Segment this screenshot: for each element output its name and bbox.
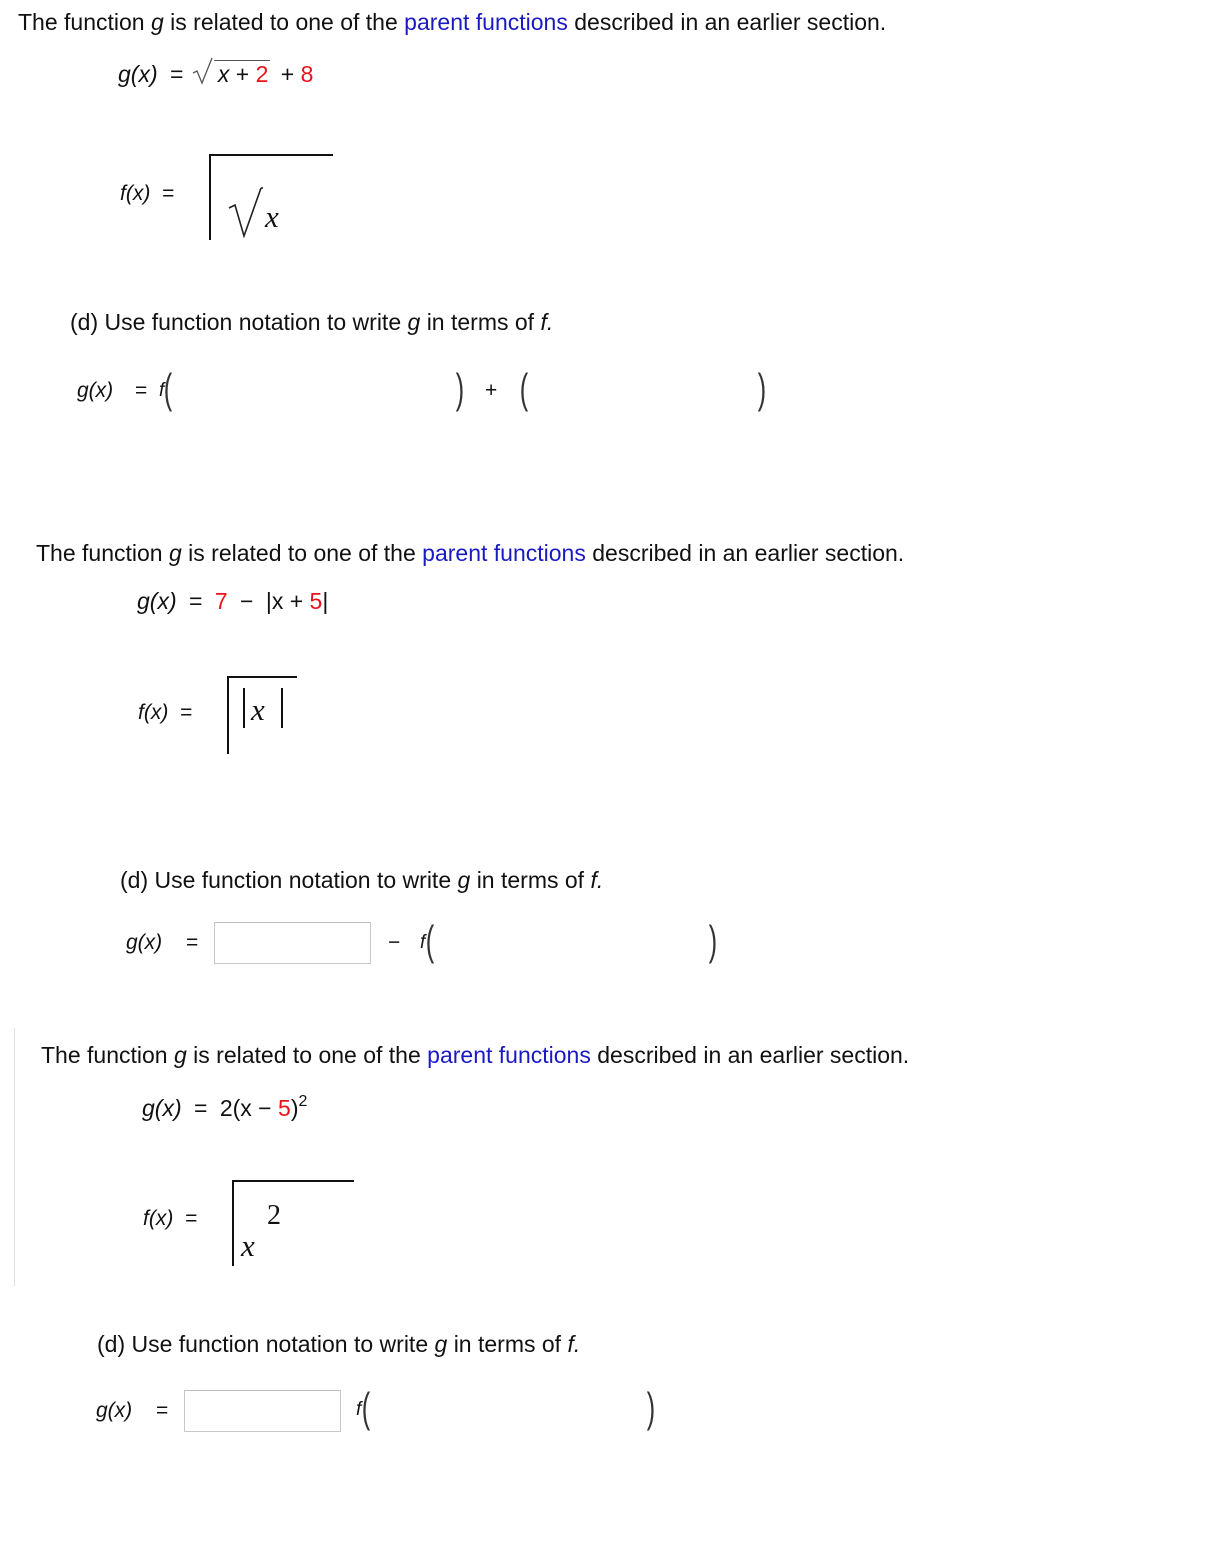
problem-3-f-label: f(x) = — [143, 1207, 198, 1230]
abs-bar-left — [243, 688, 245, 728]
problem-1-f-label: f(x) = — [120, 182, 175, 205]
problem-2-f-answer-field[interactable]: x — [227, 676, 299, 756]
problem-2-inner-input[interactable] — [448, 922, 704, 966]
problem-1-part-d-prompt: (d) Use function notation to write g in terms of f. — [70, 309, 554, 335]
problem-2-answer-row: g(x) = − f ( ) — [126, 917, 718, 964]
sqrt-icon — [227, 186, 263, 238]
radical-sign: x + 2 — [196, 60, 271, 86]
problem-3-intro: The function g is related to one of the parent functions described in an earlier section. — [41, 1042, 910, 1068]
problem-1-intro: The function g is related to one of the parent functions described in an earlier section. — [18, 9, 887, 35]
parent-functions-link-1[interactable]: parent functions — [404, 9, 568, 35]
problem-3-left-border — [14, 1028, 15, 1286]
problem-1-answer-row: g(x) = f ( ) + ( ) — [77, 372, 797, 422]
problem-2-f-label: f(x) = — [138, 701, 193, 724]
problem-3-f-answer-field[interactable]: 2 x — [232, 1180, 356, 1268]
problem-3-part-d-prompt: (d) Use function notation to write g in terms of f. — [97, 1331, 581, 1357]
problem-1-shift-input[interactable] — [543, 372, 749, 416]
problem-3-answer-row: g(x) = f ( ) — [96, 1386, 676, 1438]
problem-3-inner-input[interactable] — [386, 1390, 642, 1434]
problem-1-inner-input[interactable] — [187, 372, 447, 416]
problem-2-part-d-prompt: (d) Use function notation to write g in terms of f. — [120, 867, 604, 893]
problem-1-g-definition: g(x) = x + 2 + 8 — [118, 60, 313, 86]
problem-3-g-definition: $g(x) = 2(x - 5)^2$ — [142, 1093, 308, 1121]
parent-functions-link-3[interactable]: parent functions — [427, 1042, 591, 1068]
problem-1-f-answer-field[interactable]: x — [209, 154, 333, 240]
problem-3-coefficient-input[interactable] — [184, 1390, 341, 1432]
abs-bar-right — [281, 688, 283, 728]
parent-functions-link-2[interactable]: parent functions — [422, 540, 586, 566]
problem-2-constant-input[interactable] — [214, 922, 371, 964]
sqrt-icon — [192, 57, 214, 85]
problem-2-g-definition: g(x) = 7 − |x + 5| — [137, 588, 329, 614]
problem-2-intro: The function g is related to one of the parent functions described in an earlier section. — [36, 540, 905, 566]
